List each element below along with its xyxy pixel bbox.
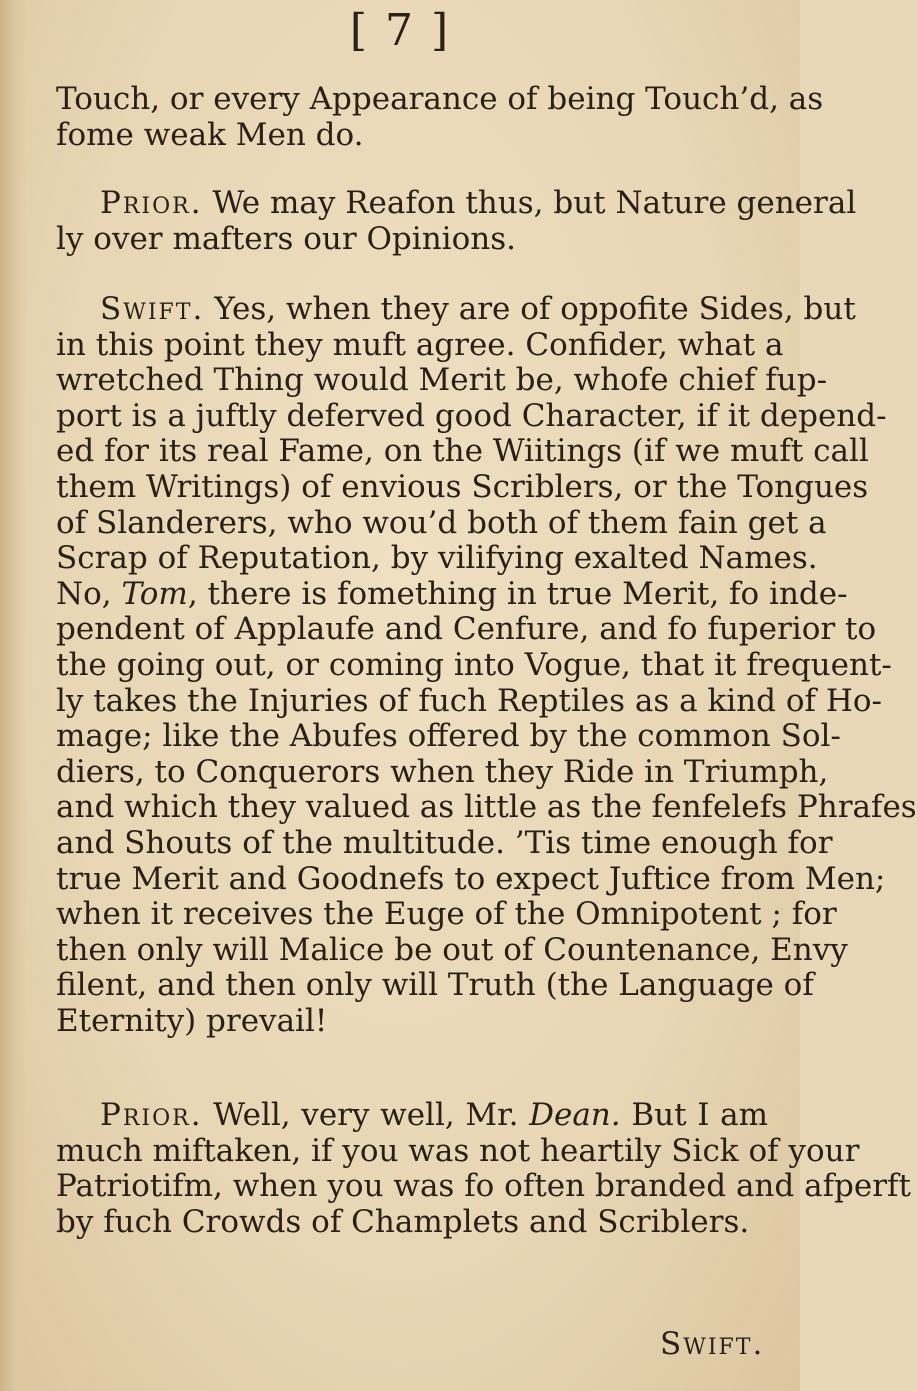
text-line: fome weak Men do.	[56, 116, 364, 153]
text-line: pendent of Applaufe and Cenfure, and fo fuperior to	[56, 611, 877, 648]
text-line	[56, 575, 848, 613]
italic-name: Tom	[121, 575, 188, 612]
text-line: wretched Thing would Merit be, whofe chief fup-	[56, 362, 828, 399]
text-line: filent, and then only will Truth (the Language of	[56, 967, 814, 1004]
text-line: Eternity) prevail!	[56, 1002, 328, 1039]
text-line: the going out, or coming into Vogue, that it frequent-	[56, 646, 892, 683]
text-line: by fuch Crowds of Champlets and Scriblers.	[56, 1203, 750, 1240]
text-line: them Writings) of envious Scriblers, or the Tongues	[56, 468, 869, 505]
speaker-name: Swift.	[100, 291, 205, 327]
text-fragment: Yes, when they are of oppofite Sides, but	[214, 291, 856, 327]
text-line: when it receives the Euge of the Omnipotent ; for	[56, 896, 837, 933]
text-fragment: Well, very well, Mr.	[213, 1097, 530, 1133]
text-line: Scrap of Reputation, by vilifying exalted Names.	[56, 540, 818, 577]
paragraph-swift	[56, 291, 917, 1039]
text-line: ly over mafters our Opinions.	[56, 220, 516, 257]
text-line: much miftaken, if you was not heartily Sick of your	[56, 1132, 860, 1169]
catchword: Swift.	[660, 1326, 765, 1362]
text-line: true Merit and Goodnefs to expect Juftice from Men;	[56, 860, 886, 897]
speaker-name: Prior.	[100, 1097, 203, 1133]
text-line: ly takes the Injuries of fuch Reptiles as a kind of Ho-	[56, 682, 883, 719]
text-line: Patriotifm, when you was fo often branded and afperft	[56, 1168, 911, 1205]
text-fragment: , there is fomething in true Merit, fo inde-	[187, 575, 848, 612]
paragraph-prior-1	[56, 185, 857, 257]
italic-name: Dean.	[529, 1097, 621, 1133]
paragraph-1	[56, 81, 824, 153]
text-line: then only will Malice be out of Countenance, Envy	[56, 931, 848, 968]
text-line: and which they valued as little as the fenfelefs Phrafes	[56, 789, 917, 826]
text-line	[56, 1098, 768, 1134]
paragraph-prior-2	[56, 1097, 911, 1240]
text-line: and Shouts of the multitude. ’Tis time enough for	[56, 824, 833, 861]
page-number: [ 7 ]	[349, 5, 451, 56]
text-line: ed for its real Fame, on the Wiitings (if we muft call	[56, 433, 869, 470]
text-line: diers, to Conquerors when they Ride in Triumph,	[56, 753, 829, 790]
text-line: in this point they muft agree. Confider, what a	[56, 326, 784, 363]
page-left-edge	[0, 0, 28, 1391]
text-line: mage; like the Abufes offered by the common Sol-	[56, 718, 841, 755]
text-fragment: We may Reafon thus, but Nature general	[212, 185, 857, 221]
text-line	[56, 291, 856, 328]
text-fragment: No,	[56, 575, 122, 612]
text-line	[56, 185, 857, 222]
speaker-name: Prior.	[100, 185, 203, 221]
text-line: of Slanderers, who wou’d both of them fain get a	[56, 504, 827, 541]
text-line: Touch, or every Appearance of being Touch’d, as	[56, 81, 824, 117]
text-fragment: But I am	[620, 1097, 769, 1133]
text-line: port is a juftly deferved good Character, if it depend-	[56, 397, 887, 434]
